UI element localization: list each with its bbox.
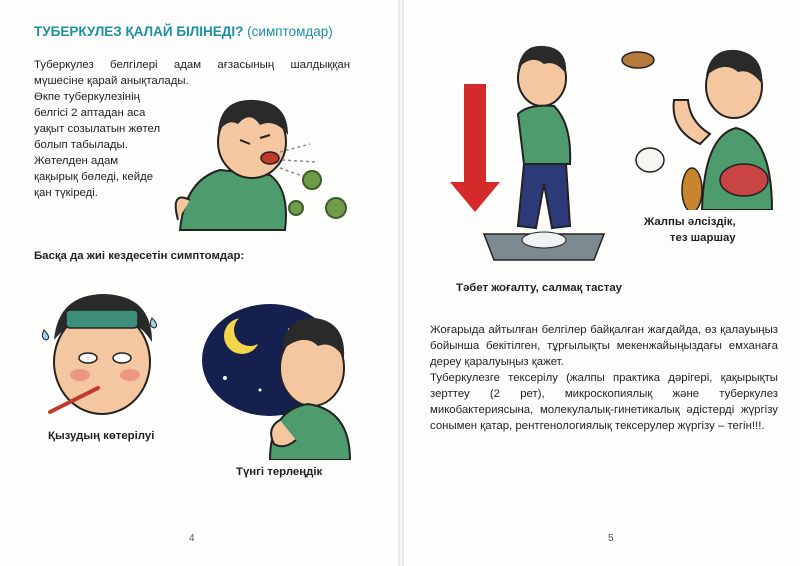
- caption-fever: Қызудың көтерілуі: [48, 430, 155, 442]
- page-number-right: 5: [608, 533, 614, 544]
- other-symptoms-heading: Басқа да жиі кездесетін симптомдар:: [34, 250, 245, 262]
- weak-boy-illustration: [614, 40, 774, 210]
- body-paragraph-1: Жоғарыда айтылған белгілер байқалған жағдайда, өз қалауыңыз бойынша бекітілген, тұрғылықты мекенжайыңыздағы емханаға дереу қаралуыңыз қажет.: [430, 324, 778, 368]
- caption-weakness: [644, 214, 736, 246]
- germ-icon: [289, 171, 346, 218]
- right-body-text: [430, 322, 778, 434]
- title-main: ТУБЕРКУЛЕЗ ҚАЛАЙ БІЛІНЕДІ?: [34, 24, 244, 39]
- page-number-left: 4: [189, 533, 195, 544]
- coughing-boy-illustration: [160, 80, 360, 240]
- right-page: [404, 0, 800, 566]
- body-paragraph-2: Туберкулезге тексерілу (жалпы практика дәрігері, қақырықты зерттеу (2 рет), микроскопиялық және туберкулез микобактериясына, молекулалық-гинетикалық әдістерді жүргізу сонымен қатар, рентгенологиялық тексерулер жүргізу – тегін!!!.: [430, 372, 778, 432]
- caption-weakness-line1: Жалпы әлсіздік,: [644, 216, 736, 228]
- intro-text: Туберкулез белгілері адам ағзасының шалдыққан мүшесіне қарай анықталады.: [34, 59, 350, 87]
- caption-night-sweat: Түнгі терлеңдік: [236, 466, 323, 478]
- title-sub: (симптомдар): [247, 24, 333, 39]
- page-title: [34, 24, 333, 39]
- weight-loss-illustration: [444, 34, 614, 274]
- cough-paragraph: Өкпе туберкулезінің белгісі 2 аптадан аса уақыт созылатын жөтел болып табылады. Жөтелден адам қақырық бөледі, кейде қан түкіреді.: [34, 91, 161, 199]
- fever-boy-illustration: [30, 280, 170, 425]
- left-page: [0, 0, 398, 566]
- scale-icon: [484, 232, 604, 260]
- night-sweat-illustration: [200, 300, 370, 460]
- down-arrow-icon: [450, 84, 500, 212]
- caption-weight-loss: Тәбет жоғалту, салмақ тастау: [456, 282, 623, 294]
- caption-weakness-line2: тез шаршау: [669, 232, 736, 244]
